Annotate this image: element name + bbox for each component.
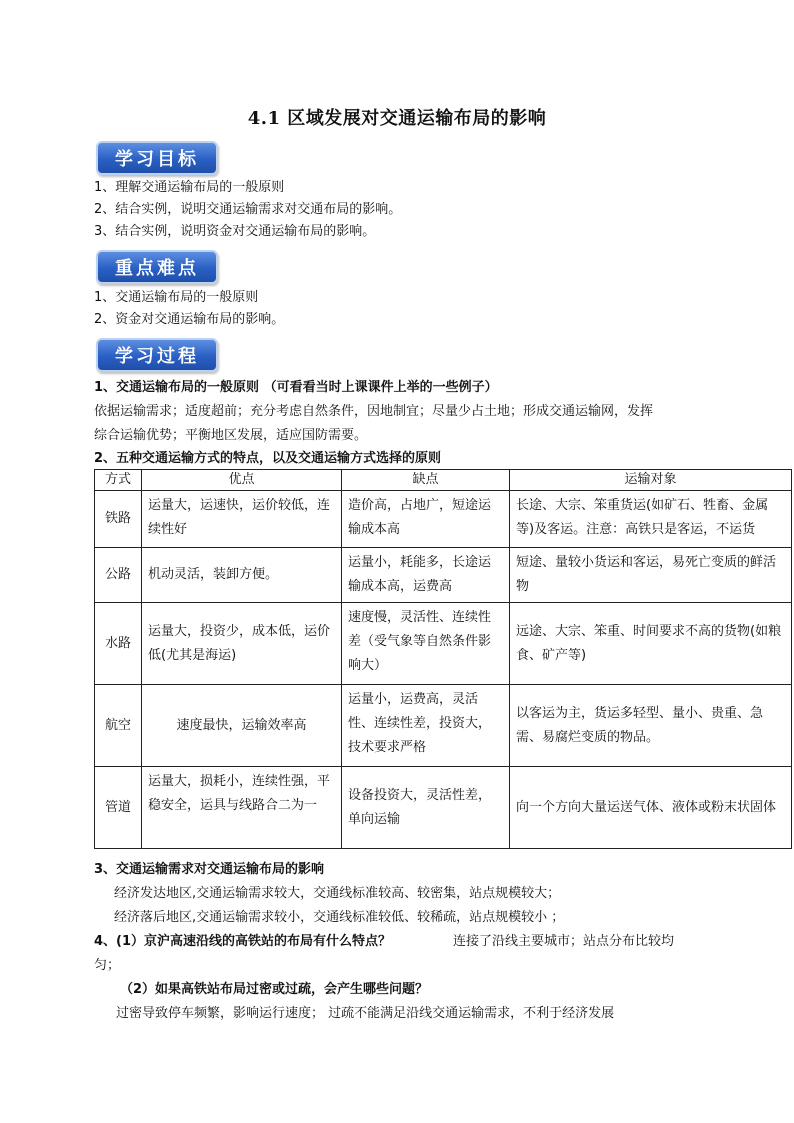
- table-header-row: [95, 470, 792, 491]
- header-disadvantages: 缺点: [342, 470, 510, 491]
- page-title: 4.1 区域发展对交通运输布局的影响: [247, 108, 547, 129]
- table-row: [95, 767, 792, 849]
- advantages-cell: 运量大，运速快，运价较低，连续性好: [142, 491, 342, 548]
- question-4-1: 4、(1）京沪高速沿线的高铁站的布局有什么特点？: [94, 934, 392, 949]
- header-transport-objects: 运输对象: [510, 470, 792, 491]
- key-point-item-2: 2、资金对交通运输布局的影响。: [94, 312, 285, 327]
- header-mode: 方式: [95, 470, 142, 491]
- advantages-cell: 运量大，损耗小，连续性强，平稳安全，运具与线路合二为一: [142, 767, 342, 849]
- section-3-text-line-1: 经济发达地区,交通运输需求较大，交通线标准较高、较密集，站点规模较大；: [114, 886, 561, 901]
- disadvantages-cell: 速度慢，灵活性、连续性差（受气象等自然条件影响大）: [342, 603, 510, 685]
- goal-item-1: 1、理解交通运输布局的一般原则: [94, 180, 285, 195]
- key-points-badge: 重点难点: [96, 250, 218, 284]
- mode-cell: 管道: [95, 767, 142, 849]
- section-3-heading: 3、交通运输需求对交通运输布局的影响: [94, 862, 325, 877]
- table-row: [95, 491, 792, 548]
- disadvantages-cell: 运量小，耗能多，长途运输成本高，运费高: [342, 548, 510, 603]
- section-3-text-line-2: 经济落后地区,交通运输需求较小，交通线标准较低、较稀疏，站点规模较小 ；: [114, 910, 565, 925]
- key-point-item-1: 1、交通运输布局的一般原则: [94, 290, 259, 305]
- answer-4-1-line-2: 匀；: [94, 958, 121, 973]
- advantages-cell: 机动灵活，装卸方便。: [142, 548, 342, 603]
- goal-item-2: 2、结合实例，说明交通运输需求对交通布局的影响。: [94, 202, 402, 217]
- section-1-text-line-2: 综合运输优势；平衡地区发展，适应国防需要。: [94, 428, 368, 443]
- mode-cell: 公路: [95, 548, 142, 603]
- mode-cell: 水路: [95, 603, 142, 685]
- objects-cell: 远途、大宗、笨重、时间要求不高的货物(如粮食、矿产等): [510, 603, 792, 685]
- table-row: [95, 603, 792, 685]
- header-advantages: 优点: [142, 470, 342, 491]
- table-row: [95, 685, 792, 767]
- answer-4-2: 过密导致停车频繁，影响运行速度； 过疏不能满足沿线交通运输需求，不利于经济发展: [116, 1006, 615, 1021]
- disadvantages-cell: 造价高，占地广，短途运输成本高: [342, 491, 510, 548]
- mode-cell: 航空: [95, 685, 142, 767]
- objects-cell: 长途、大宗、笨重货运(如矿石、牲畜、金属等)及客运。注意：高铁只是客运，不运货: [510, 491, 792, 548]
- objects-cell: 短途、量较小货运和客运，易死亡变质的鲜活物: [510, 548, 792, 603]
- advantages-cell: 速度最快，运输效率高: [142, 685, 342, 767]
- disadvantages-cell: 运量小，运费高，灵活性、连续性差，投资大，技术要求严格: [342, 685, 510, 767]
- goals-badge: 学习目标: [96, 141, 218, 175]
- question-4-2: （2）如果高铁站布局过密或过疏，会产生哪些问题？: [120, 982, 429, 997]
- process-badge: 学习过程: [96, 338, 218, 372]
- section-1-text-line-1: 依据运输需求；适度超前；充分考虑自然条件，因地制宜；尽量少占土地；形成交通运输网，发挥: [94, 404, 654, 419]
- transport-modes-table: [94, 469, 792, 849]
- objects-cell: 向一个方向大量运送气体、液体或粉末状固体: [510, 767, 792, 849]
- mode-cell: 铁路: [95, 491, 142, 548]
- advantages-cell: 运量大，投资少，成本低，运价低(尤其是海运): [142, 603, 342, 685]
- goal-item-3: 3、结合实例，说明资金对交通运输布局的影响。: [94, 224, 376, 239]
- section-1-heading: 1、交通运输布局的一般原则 （可看看当时上课课件上举的一些例子）: [94, 380, 498, 395]
- answer-4-1-line-1: 连接了沿线主要城市；站点分布比较均: [453, 934, 675, 949]
- disadvantages-cell: 设备投资大，灵活性差，单向运输: [342, 767, 510, 849]
- table-row: [95, 548, 792, 603]
- section-2-heading: 2、五种交通运输方式的特点，以及交通运输方式选择的原则: [94, 451, 442, 466]
- objects-cell: 以客运为主，货运多轻型、量小、贵重、急需、易腐烂变质的物品。: [510, 685, 792, 767]
